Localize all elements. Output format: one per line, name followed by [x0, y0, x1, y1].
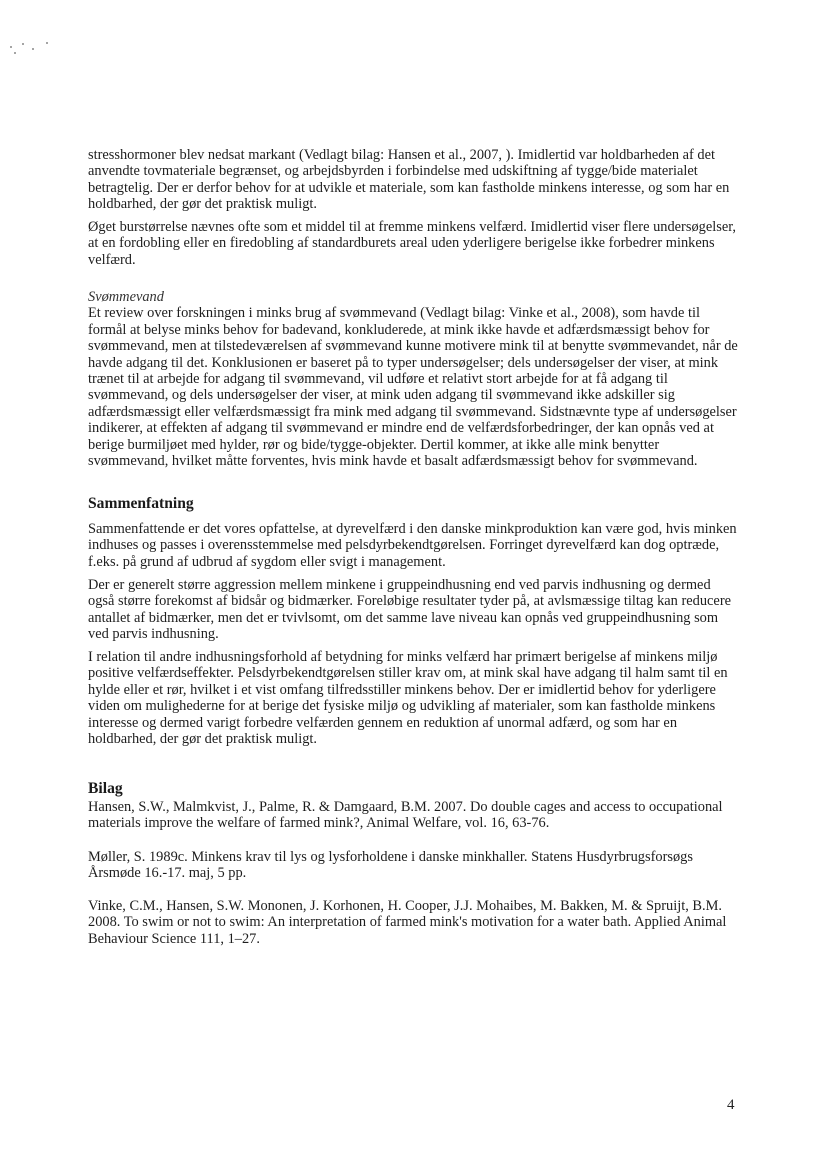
reference-text: Møller, S. 1989c. Minkens krav til lys og lysforholdene i danske minkhaller. Statens Husdyrbrugsforsøgs Årsmøde 16.-17. maj, 5 pp. [88, 849, 693, 882]
reference-3 [88, 898, 738, 947]
summary-heading [88, 495, 738, 513]
swim-section [88, 289, 738, 469]
reference-2 [88, 849, 738, 882]
reference-text: Vinke, C.M., Hansen, S.W. Mononen, J. Korhonen, H. Cooper, J.J. Mohaibes, M. Bakken, M. & Spruijt, B.M. 2008. To swim or not to swim: An interpretation of farmed mink's motivation for a water bath. Applied Animal Behaviour Science 111, 1–27. [88, 898, 727, 947]
summary-paragraph-2 [88, 577, 738, 643]
appendix-heading [88, 780, 738, 798]
paragraph-text: stresshormoner blev nedsat markant (Vedlagt bilag: Hansen et al., 2007, ). Imidlertid var holdbarheden af det anvendte tovmateriale begrænset, og arbejdsbyrden i forbindelse med udskiftning af tygge/bide materialet betragtelig. Der er derfor behov for at udvikle et materiale, som kan fastholde minkens interesse, og som har en holdbarhed, der gør det praktisk muligt. [88, 147, 730, 213]
paragraph-text: Et review over forskningen i minks brug af svømmevand (Vedlagt bilag: Vinke et al., 2008), som havde til formål at belyse minks behov for badevand, konkluderede, at mink ikke havde et adfærdsmæssigt behov for svømmevand, men at tilstedeværelsen af svømmevand kunne motivere mink til at benytte svømmevandet, når de havde adgang til det. Konklusionen er baseret på to typer undersøgelser; dels undersøgelser der viser, at mink trænet til at arbejde for adgang til svømmevand, vil udføre et relativt stort arbejde for at få adgang til svømmevand, og dels undersøgelser der viser, at mink uden adgang til svømmevand ikke adskiller sig adfærdsmæssigt eller velfærdsmæssigt fra mink med adgang til svømmevand. Sidstnævnte type af undersøgelser indikerer, at effekten af adgang til svømmevand er mindre end de velfærdsforbedringer, der kan opnås ved at berige burmiljøet med hylder, rør og bide/tygge-objekter. Dertil kommer, at ikke alle mink benytter svømmevand, hvilket måtte forventes, hvis mink havde et basalt adfærdsmæssigt behov for svømmevand. [88, 305, 738, 470]
speck [22, 43, 24, 45]
section-subheading: Svømmevand [88, 289, 164, 305]
reference-text: Hansen, S.W., Malmkvist, J., Palme, R. & Damgaard, B.M. 2007. Do double cages and access to occupational materials improve the welfare of farmed mink?, Animal Welfare, vol. 16, 63-76. [88, 799, 723, 832]
intro-paragraph-1 [88, 147, 738, 213]
intro-paragraph-2 [88, 219, 738, 268]
summary-paragraph-3 [88, 649, 738, 747]
scan-specks [8, 40, 58, 60]
speck [10, 46, 12, 48]
section-heading: Sammenfatning [88, 495, 194, 512]
speck [46, 42, 48, 44]
reference-1 [88, 799, 738, 832]
paragraph-text: I relation til andre indhusningsforhold af betydning for minks velfærd har primært berigelse af minkens miljø positive velfærdseffekter. Pelsdyrbekendtgørelsen stiller krav om, at mink skal have adgang til halm samt til en hylde eller et rør, hvilket i et vist omfang tilfredsstiller minkens behov. Der er imidlertid behov for yderligere viden om mulighederne for at berige det fysiske miljø og udvikling af materialer, som kan fastholde minkens interesse og dermed varigt forbedre velfærden gennem en reduktion af unormal adfærd, og som har en holdbarhed, der gør det praktisk muligt. [88, 649, 728, 748]
speck [32, 48, 34, 50]
paragraph-text: Sammenfattende er det vores opfattelse, at dyrevelfærd i den danske minkproduktion kan være god, hvis minken indhuses og passes i overensstemmelse med pelsdyrbekendtgørelsen. Forringet dyrevelfærd kan dog optræde, f.eks. på grund af udbrud af sygdom eller svigt i management. [88, 521, 737, 570]
section-heading: Bilag [88, 780, 123, 797]
paragraph-text: Der er generelt større aggression mellem minkene i gruppeindhusning end ved parvis indhusning og dermed også større forekomst af bidsår og bidmærker. Foreløbige resultater tyder på, at avlsmæssige tiltag kan reducere antallet af bidmærker, men det er tvivlsomt, om det samme lave niveau kan opnås ved gruppeindhusning som ved parvis indhusning. [88, 577, 731, 643]
speck [14, 52, 16, 54]
paragraph-text: Øget burstørrelse nævnes ofte som et middel til at fremme minkens velfærd. Imidlertid viser flere undersøgelser, at en fordobling eller en firedobling af standardburets areal uden yderligere berigelse ikke forbedrer minkens velfærd. [88, 219, 737, 268]
page-number: 4 [727, 1097, 735, 1113]
summary-paragraph-1 [88, 521, 738, 570]
